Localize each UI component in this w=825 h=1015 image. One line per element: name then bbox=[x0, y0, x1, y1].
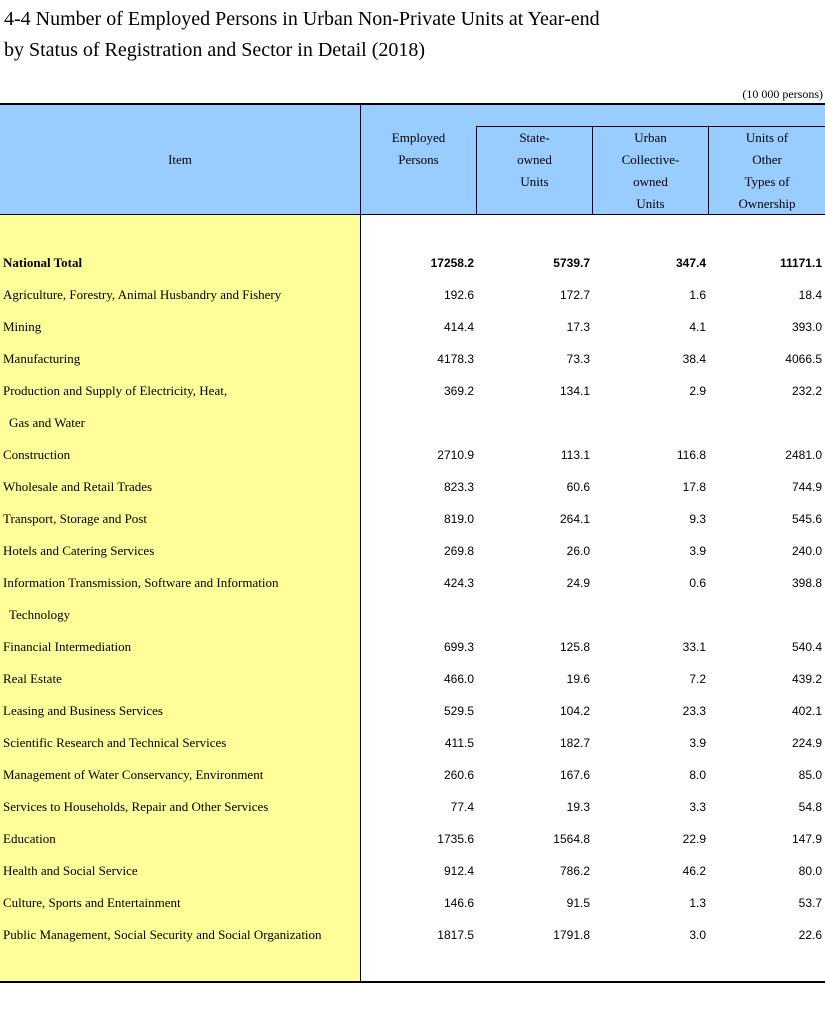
row-value: 19.3 bbox=[566, 800, 590, 814]
table-row bbox=[0, 759, 825, 791]
header-other-ownership bbox=[709, 127, 825, 215]
row-value: 7.2 bbox=[689, 672, 706, 686]
row-item-label: Gas and Water bbox=[9, 415, 85, 430]
row-value: 5739.7 bbox=[553, 256, 590, 270]
row-value: 53.7 bbox=[798, 896, 822, 910]
table-row bbox=[0, 663, 825, 695]
table-row bbox=[0, 535, 825, 567]
row-value: 80.0 bbox=[798, 864, 822, 878]
row-item-label: Manufacturing bbox=[3, 351, 81, 366]
table-row bbox=[0, 407, 825, 439]
unit-note: (10 000 persons) bbox=[742, 87, 823, 101]
table-row bbox=[0, 823, 825, 855]
row-value: 545.6 bbox=[791, 512, 822, 526]
row-value: 819.0 bbox=[443, 512, 474, 526]
row-value: 23.3 bbox=[682, 704, 706, 718]
header-divider bbox=[708, 126, 709, 214]
table-row bbox=[0, 343, 825, 375]
table-row bbox=[0, 887, 825, 919]
row-item-label: Transport, Storage and Post bbox=[3, 511, 147, 526]
row-value: 3.9 bbox=[689, 736, 706, 750]
row-value: 172.7 bbox=[559, 288, 590, 302]
row-value: 85.0 bbox=[798, 768, 822, 782]
row-value: 8.0 bbox=[689, 768, 706, 782]
header-col4-line2: Other bbox=[752, 152, 782, 167]
title-line-2: by Status of Registration and Sector in Detail (2018) bbox=[4, 39, 426, 61]
row-value: 347.4 bbox=[675, 256, 706, 270]
table-row bbox=[0, 631, 825, 663]
header-divider bbox=[592, 126, 593, 214]
row-value: 146.6 bbox=[443, 896, 474, 910]
row-value: 240.0 bbox=[791, 544, 822, 558]
table-row bbox=[0, 471, 825, 503]
header-divider bbox=[360, 105, 361, 214]
bottom-rule bbox=[0, 981, 825, 983]
header-item: Item bbox=[168, 152, 192, 167]
table-row bbox=[0, 375, 825, 407]
row-value: 54.8 bbox=[798, 800, 822, 814]
header-col3-line3: owned bbox=[633, 174, 668, 189]
row-value: 91.5 bbox=[566, 896, 590, 910]
row-value: 26.0 bbox=[566, 544, 590, 558]
row-item-label: Information Transmission, Software and Information bbox=[3, 575, 279, 590]
table-row bbox=[0, 855, 825, 887]
table-row bbox=[0, 311, 825, 343]
row-value: 3.3 bbox=[689, 800, 706, 814]
row-value: 9.3 bbox=[689, 512, 706, 526]
table-row bbox=[0, 567, 825, 599]
header-col2-line3: Units bbox=[520, 174, 549, 189]
row-item-label: National Total bbox=[3, 255, 83, 270]
row-value: 1735.6 bbox=[437, 832, 474, 846]
row-value: 744.9 bbox=[791, 480, 822, 494]
row-value: 11171.1 bbox=[779, 256, 822, 270]
row-item-label: Management of Water Conservancy, Environment bbox=[3, 767, 264, 782]
row-item-label: Agriculture, Forestry, Animal Husbandry and Fishery bbox=[3, 287, 282, 302]
row-item-label: Mining bbox=[3, 319, 42, 334]
table-row bbox=[0, 695, 825, 727]
table-row bbox=[0, 279, 825, 311]
row-value: 232.2 bbox=[791, 384, 822, 398]
header-employed-persons bbox=[361, 127, 476, 171]
row-value: 529.5 bbox=[443, 704, 474, 718]
table-row bbox=[0, 919, 825, 951]
table-row bbox=[0, 439, 825, 471]
row-value: 167.6 bbox=[559, 768, 590, 782]
row-item-label: Scientific Research and Technical Services bbox=[3, 735, 227, 750]
row-value: 182.7 bbox=[559, 736, 590, 750]
row-item-label: Hotels and Catering Services bbox=[3, 543, 155, 558]
row-item-label: Production and Supply of Electricity, Heat, bbox=[3, 383, 228, 398]
header-col3-line2: Collective- bbox=[621, 152, 680, 167]
row-value: 4178.3 bbox=[437, 352, 474, 366]
header-urban-collective bbox=[593, 127, 708, 215]
header-col1-line2: Persons bbox=[398, 152, 439, 167]
row-value: 2481.0 bbox=[785, 448, 822, 462]
row-value: 224.9 bbox=[791, 736, 822, 750]
row-item-label: Education bbox=[3, 831, 56, 846]
row-value: 73.3 bbox=[566, 352, 590, 366]
row-value: 699.3 bbox=[443, 640, 474, 654]
row-value: 466.0 bbox=[443, 672, 474, 686]
row-value: 125.8 bbox=[559, 640, 590, 654]
header-col1-line1: Employed bbox=[391, 130, 446, 145]
row-value: 2710.9 bbox=[437, 448, 474, 462]
row-value: 22.6 bbox=[798, 928, 822, 942]
row-value: 2.9 bbox=[689, 384, 706, 398]
row-value: 147.9 bbox=[791, 832, 822, 846]
header-col3-line1: Urban bbox=[634, 130, 667, 145]
row-value: 24.9 bbox=[566, 576, 590, 590]
row-value: 17.8 bbox=[682, 480, 706, 494]
row-value: 439.2 bbox=[791, 672, 822, 686]
row-value: 260.6 bbox=[443, 768, 474, 782]
row-value: 116.8 bbox=[676, 448, 706, 462]
row-value: 17.3 bbox=[566, 320, 590, 334]
row-value: 424.3 bbox=[443, 576, 474, 590]
row-item-label: Public Management, Social Security and Social Organization bbox=[3, 927, 322, 942]
row-value: 393.0 bbox=[791, 320, 822, 334]
table-row bbox=[0, 503, 825, 535]
table-row bbox=[0, 727, 825, 759]
row-value: 17258.2 bbox=[430, 256, 474, 270]
row-value: 134.1 bbox=[559, 384, 590, 398]
row-value: 33.1 bbox=[682, 640, 706, 654]
row-item-label: Construction bbox=[3, 447, 71, 462]
row-value: 3.9 bbox=[689, 544, 706, 558]
row-item-label: Financial Intermediation bbox=[3, 639, 132, 654]
header-col4-line3: Types of bbox=[744, 174, 790, 189]
row-item-label: Wholesale and Retail Trades bbox=[3, 479, 153, 494]
row-value: 192.6 bbox=[443, 288, 474, 302]
row-value: 411.5 bbox=[444, 736, 474, 750]
header-col4-line4: Ownership bbox=[738, 196, 796, 211]
header-col4-line1: Units of bbox=[745, 130, 789, 145]
row-value: 786.2 bbox=[559, 864, 590, 878]
table-header bbox=[0, 105, 825, 215]
row-value: 19.6 bbox=[566, 672, 590, 686]
table-title bbox=[4, 4, 600, 66]
header-col3-line4: Units bbox=[636, 196, 665, 211]
row-item-label: Culture, Sports and Entertainment bbox=[3, 895, 181, 910]
header-col2-line1: State- bbox=[519, 130, 550, 145]
header-state-owned bbox=[477, 127, 592, 193]
row-value: 269.8 bbox=[443, 544, 474, 558]
row-value: 38.4 bbox=[682, 352, 706, 366]
row-value: 369.2 bbox=[443, 384, 474, 398]
table-row bbox=[0, 247, 825, 279]
row-value: 104.2 bbox=[559, 704, 590, 718]
row-value: 18.4 bbox=[798, 288, 822, 302]
row-value: 46.2 bbox=[682, 864, 706, 878]
table-row bbox=[0, 791, 825, 823]
row-value: 912.4 bbox=[443, 864, 474, 878]
row-value: 4066.5 bbox=[785, 352, 822, 366]
row-value: 402.1 bbox=[791, 704, 822, 718]
row-value: 264.1 bbox=[559, 512, 590, 526]
row-value: 3.0 bbox=[689, 928, 706, 942]
row-value: 113.1 bbox=[560, 448, 590, 462]
row-value: 60.6 bbox=[566, 480, 590, 494]
row-item-label: Technology bbox=[9, 607, 71, 622]
row-item-label: Leasing and Business Services bbox=[3, 703, 163, 718]
row-value: 414.4 bbox=[443, 320, 474, 334]
row-value: 22.9 bbox=[682, 832, 706, 846]
row-value: 1.3 bbox=[689, 896, 706, 910]
row-value: 1.6 bbox=[689, 288, 706, 302]
row-value: 0.6 bbox=[689, 576, 706, 590]
row-value: 540.4 bbox=[791, 640, 822, 654]
row-item-label: Services to Households, Repair and Other Services bbox=[3, 799, 269, 814]
row-item-label: Real Estate bbox=[3, 671, 62, 686]
row-value: 1564.8 bbox=[553, 832, 590, 846]
title-line-1: 4-4 Number of Employed Persons in Urban Non-Private Units at Year-end bbox=[4, 8, 600, 30]
row-value: 398.8 bbox=[791, 576, 822, 590]
row-value: 1791.8 bbox=[553, 928, 590, 942]
header-col2-line2: owned bbox=[517, 152, 552, 167]
header-divider bbox=[476, 126, 477, 214]
row-item-label: Health and Social Service bbox=[3, 863, 138, 878]
row-value: 1817.5 bbox=[437, 928, 474, 942]
header-divider bbox=[476, 126, 825, 127]
row-value: 823.3 bbox=[443, 480, 474, 494]
row-value: 4.1 bbox=[689, 320, 706, 334]
row-value: 77.4 bbox=[450, 800, 474, 814]
table-row bbox=[0, 599, 825, 631]
